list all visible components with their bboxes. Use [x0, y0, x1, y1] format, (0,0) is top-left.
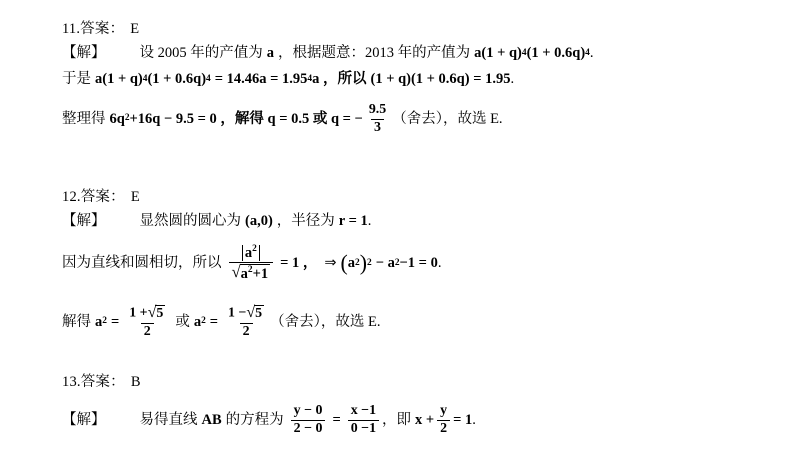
answer-block-12: [62, 190, 140, 205]
sqrt-symbol: [148, 305, 166, 322]
sqrt-symbol: [246, 305, 264, 322]
math-point: (a,0): [245, 213, 273, 229]
radicand: [240, 264, 270, 282]
math-exponent: 2: [102, 316, 107, 327]
fraction-denominator: 2 − 0: [291, 420, 326, 437]
text-segment: 显然圆的圆心为: [139, 213, 241, 229]
text-segment: 于是: [62, 71, 91, 87]
close-paren: ): [359, 250, 367, 275]
sqrt-symbol: [232, 264, 271, 282]
math-exponent: 2: [124, 113, 130, 124]
fraction-denominator: 3: [371, 119, 384, 136]
math-exponent: 4: [142, 73, 148, 84]
math-var-a: a: [193, 313, 202, 330]
equals-sign: =: [209, 313, 219, 330]
period: .: [589, 45, 594, 61]
text-segment: （舍去），故选 E.: [270, 313, 381, 330]
math-var-a: a: [240, 265, 248, 282]
solution-label-11: 【解】: [62, 45, 106, 61]
radicand: 5: [255, 306, 263, 321]
text-segment: 解得: [62, 313, 91, 330]
radical-sign: √: [231, 262, 241, 282]
fraction-denominator: 0 −1: [348, 420, 379, 437]
text-segment: 的方程为: [225, 411, 284, 428]
text-segment: 整理得: [62, 110, 106, 127]
solution-line-11-1: [62, 46, 594, 61]
answer-letter-13: B: [130, 374, 141, 390]
math-expr: a ，所以: [312, 71, 367, 87]
fraction-1plus-sqrt5-over-2: [126, 305, 168, 339]
math-radius: r = 1: [338, 213, 368, 229]
solution-line-11-3: [62, 103, 503, 135]
math-var-a: a: [266, 45, 274, 61]
math-expr: 6q: [109, 110, 125, 127]
math-exponent: 4: [307, 73, 313, 84]
solution-line-11-2: [62, 72, 514, 87]
radical-sign: √: [147, 304, 157, 321]
answer-block-13: [62, 375, 141, 390]
text-segment: 设 2005 年的产值为: [139, 45, 263, 61]
equals-sign: =: [110, 313, 120, 330]
open-paren: (: [340, 250, 348, 275]
solution-line-12-1: [62, 214, 371, 229]
fraction-numerator: [225, 305, 267, 323]
math-expr: −1 = 0: [399, 255, 438, 272]
answer-letter-11: E: [130, 21, 140, 37]
radicand: 5: [156, 306, 164, 321]
text-segment: （舍去），故选 E.: [392, 110, 503, 127]
fraction-numerator: [239, 245, 263, 262]
math-exponent: 2: [252, 244, 257, 254]
math-expr: +1: [252, 265, 269, 282]
solution-line-12-3: [62, 305, 380, 339]
equals-sign: =: [332, 411, 341, 428]
period: .: [367, 213, 372, 229]
fraction-1minus-sqrt5-over-2: [225, 305, 267, 339]
math-exponent: 4: [521, 47, 527, 58]
math-var-a: a: [244, 244, 253, 261]
math-expr: = 14.46a = 1.95: [214, 71, 308, 87]
answer-block-11: [62, 22, 139, 37]
math-expr: x +: [415, 411, 435, 428]
fraction-denominator: 2: [437, 420, 450, 437]
fraction-y-over-2b: [437, 404, 450, 436]
fraction-numerator: y − 0: [293, 403, 323, 418]
absolute-value-bars: [242, 245, 260, 261]
math-expr: 1 −: [228, 305, 247, 321]
answer-number-11: 11.答案：: [62, 21, 125, 37]
math-expr: (1 + q)(1 + 0.6q) = 1.95: [370, 71, 511, 87]
math-exponent: 4: [206, 73, 211, 84]
text-segment: 因为直线和圆相切，所以: [62, 255, 222, 272]
math-expr: a(1 + q): [474, 45, 522, 61]
fraction-9.5-over-3: [366, 103, 389, 135]
math-expr: = 1: [453, 411, 473, 428]
fraction-denominator: 2: [240, 323, 253, 340]
answer-number-13: 13.答案：: [62, 374, 125, 390]
text-segment: 或: [175, 313, 190, 330]
math-exponent-outer: 2: [367, 257, 372, 268]
answer-number-12: 12.答案：: [62, 189, 125, 205]
period: .: [510, 71, 515, 87]
fraction-denominator: [229, 262, 274, 282]
solution-line-12-2: [62, 245, 441, 282]
fraction-y-over-2: [291, 404, 326, 436]
implies-arrow-icon: ⇒: [324, 255, 337, 272]
radical-sign: √: [246, 304, 256, 321]
math-exponent: 4: [585, 47, 590, 58]
math-expr: +16q − 9.5 = 0 ，解得 q = 0.5 或 q = −: [129, 110, 363, 127]
solution-line-13-1: [62, 404, 476, 436]
text-segment: 易得直线: [139, 411, 198, 428]
math-line-AB: AB: [201, 411, 222, 428]
period: .: [472, 411, 476, 428]
math-var-a: a: [95, 313, 103, 330]
solution-label-12: 【解】: [62, 213, 106, 229]
fraction-numerator: y: [440, 403, 448, 418]
math-expr: = 1 ，: [280, 255, 318, 272]
answer-heading-11: [62, 22, 139, 37]
fraction-numerator: x −1: [350, 403, 377, 418]
math-var-a: a: [347, 255, 356, 272]
math-expr: − a: [375, 255, 395, 272]
math-exponent: 2: [355, 257, 360, 268]
math-exponent: 2: [247, 265, 253, 276]
math-exponent: 2: [394, 257, 400, 268]
math-expr: 1 +: [129, 305, 148, 321]
answer-heading-12: [62, 190, 140, 205]
answer-letter-12: E: [130, 189, 140, 205]
fraction-tangent-condition: [229, 245, 274, 282]
text-segment: ，即: [382, 411, 412, 428]
fraction-x-over-minus1: [348, 404, 379, 436]
fraction-numerator: 9.5: [368, 102, 387, 117]
fraction-numerator: [126, 305, 168, 323]
math-expr: a(1 + q): [95, 71, 143, 87]
math-expr: (1 + 0.6q): [526, 45, 586, 61]
text-segment: ，半径为: [276, 213, 335, 229]
solution-label-13: 【解】: [62, 411, 106, 428]
answer-heading-13: [62, 375, 141, 390]
text-segment: ，根据题意：2013 年的产值为: [278, 45, 471, 61]
math-expr: (1 + 0.6q): [147, 71, 207, 87]
math-exponent: 2: [201, 316, 206, 327]
fraction-denominator: 2: [141, 323, 154, 340]
period: .: [437, 255, 442, 272]
